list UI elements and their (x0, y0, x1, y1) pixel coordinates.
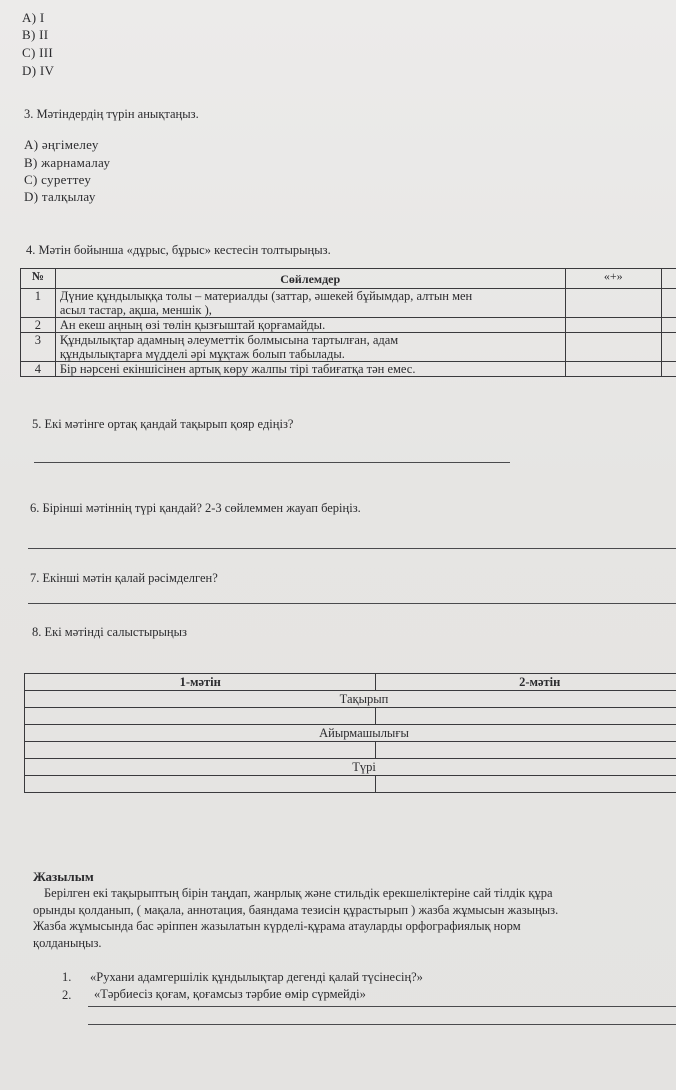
table-row (21, 289, 676, 318)
writing-instruction-3: Жазба жұмысында бас әріппен жазылатын күрделі-құрама атауларды орфографиялық норм (33, 919, 521, 933)
question-4-title: 4. Мәтін бойынша «дұрыс, бұрыс» кестесін толтырыңыз. (26, 243, 331, 257)
row-number: 4 (21, 362, 56, 377)
table-header-row (21, 269, 676, 289)
row-difference-label: Айырмашылығы (25, 725, 676, 742)
writing-instruction-4: қолданыңыз. (33, 936, 102, 950)
topic-2-text: «Тәрбиесіз қоғам, қоғамсыз тәрбие өмір сүрмейді» (94, 987, 366, 1001)
question-6-title: 6. Бірінші мәтіннің түрі қандай? 2-3 сөйлеммен жауап беріңіз. (30, 501, 361, 515)
col-plus-header: «+» (565, 269, 661, 289)
question-3-title: 3. Мәтіндердің түрін анықтаңыз. (24, 107, 199, 121)
col-text1-header: 1-мәтін (25, 674, 376, 691)
row-number: 3 (21, 333, 56, 362)
row-number: 1 (21, 289, 56, 318)
writing-heading: Жазылым (33, 869, 94, 884)
question-7-title: 7. Екінші мәтін қалай рәсімделген? (30, 571, 218, 585)
row-sentence: Дүние құндылыққа толы – материалды (заттар, әшекей бұйымдар, алтын мен асыл тастар, ақша, меншік ), (55, 289, 565, 318)
table-row (21, 333, 676, 362)
row-type-label: Түрі (25, 759, 676, 776)
option-b: B) II (22, 27, 49, 42)
q3-option-d: D) талқылау (24, 189, 96, 204)
topic-1-number: 1. (62, 970, 72, 984)
answer-line-q7[interactable] (28, 603, 676, 604)
q3-option-c: С) суреттеу (24, 172, 92, 187)
topic-cell-text2[interactable] (376, 708, 676, 725)
difference-cell-text1[interactable] (25, 742, 376, 759)
row-topic-label: Тақырып (25, 691, 676, 708)
true-false-table (20, 268, 676, 377)
topic-1-text: «Рухани адамгершілік құндылықтар дегенді қалай түсінесің?» (90, 970, 423, 984)
row-sentence: Ан екеш аңның өзі төлін қызғыштай қорғамайды. (55, 318, 565, 333)
writing-line-2[interactable] (88, 1024, 676, 1025)
type-cell-text2[interactable] (376, 776, 676, 793)
row-sentence: Бір нәрсені екіншісінен артық көру жалпы тірі табиғатқа тән емес. (55, 362, 565, 377)
table-row (21, 362, 676, 377)
table-row (21, 318, 676, 333)
writing-instruction-1: Берілген екі тақырыптың бірін таңдап, жанрлық және стильдік ерекшеліктеріне сай тілдік құра (44, 886, 553, 900)
row-answer-cell[interactable] (565, 318, 661, 333)
topic-cell-text1[interactable] (25, 708, 376, 725)
option-d: D) IV (22, 63, 55, 78)
comparison-table (24, 673, 676, 793)
col-text2-header: 2-мәтін (376, 674, 676, 691)
answer-line-q5[interactable] (34, 462, 510, 463)
col-number-header: № (21, 269, 56, 289)
row-sentence: Құндылықтар адамның әлеуметтік болмысына тартылған, адам құндылықтарға мүдделі әрі мұқтаж болып табылады. (55, 333, 565, 362)
row-extra-cell[interactable] (661, 318, 676, 333)
option-c: C) III (22, 45, 54, 60)
row-answer-cell[interactable] (565, 289, 661, 318)
question-5-title: 5. Екі мәтінге ортақ қандай тақырып қояр едіңіз? (32, 417, 294, 431)
option-a: A) I (22, 10, 45, 25)
col-extra-header (661, 269, 676, 289)
row-number: 2 (21, 318, 56, 333)
writing-instruction-2: орынды қолданып, ( мақала, аннотация, баяндама тезисін құрастырып ) жазба жұмысын жазыңыз. (33, 903, 559, 917)
row-extra-cell[interactable] (661, 289, 676, 318)
type-cell-text1[interactable] (25, 776, 376, 793)
row-extra-cell[interactable] (661, 362, 676, 377)
col-sentences-header: Сөйлемдер (55, 269, 565, 289)
question-8-title: 8. Екі мәтінді салыстырыңыз (32, 625, 187, 639)
answer-line-q6[interactable] (28, 548, 676, 549)
q3-option-b: В) жарнамалау (24, 155, 111, 170)
topic-2-number: 2. (62, 988, 72, 1002)
q3-option-a: А) әңгімелеу (24, 137, 99, 152)
row-answer-cell[interactable] (565, 362, 661, 377)
row-answer-cell[interactable] (565, 333, 661, 362)
row-extra-cell[interactable] (661, 333, 676, 362)
difference-cell-text2[interactable] (376, 742, 676, 759)
writing-line-1[interactable] (88, 1006, 676, 1007)
